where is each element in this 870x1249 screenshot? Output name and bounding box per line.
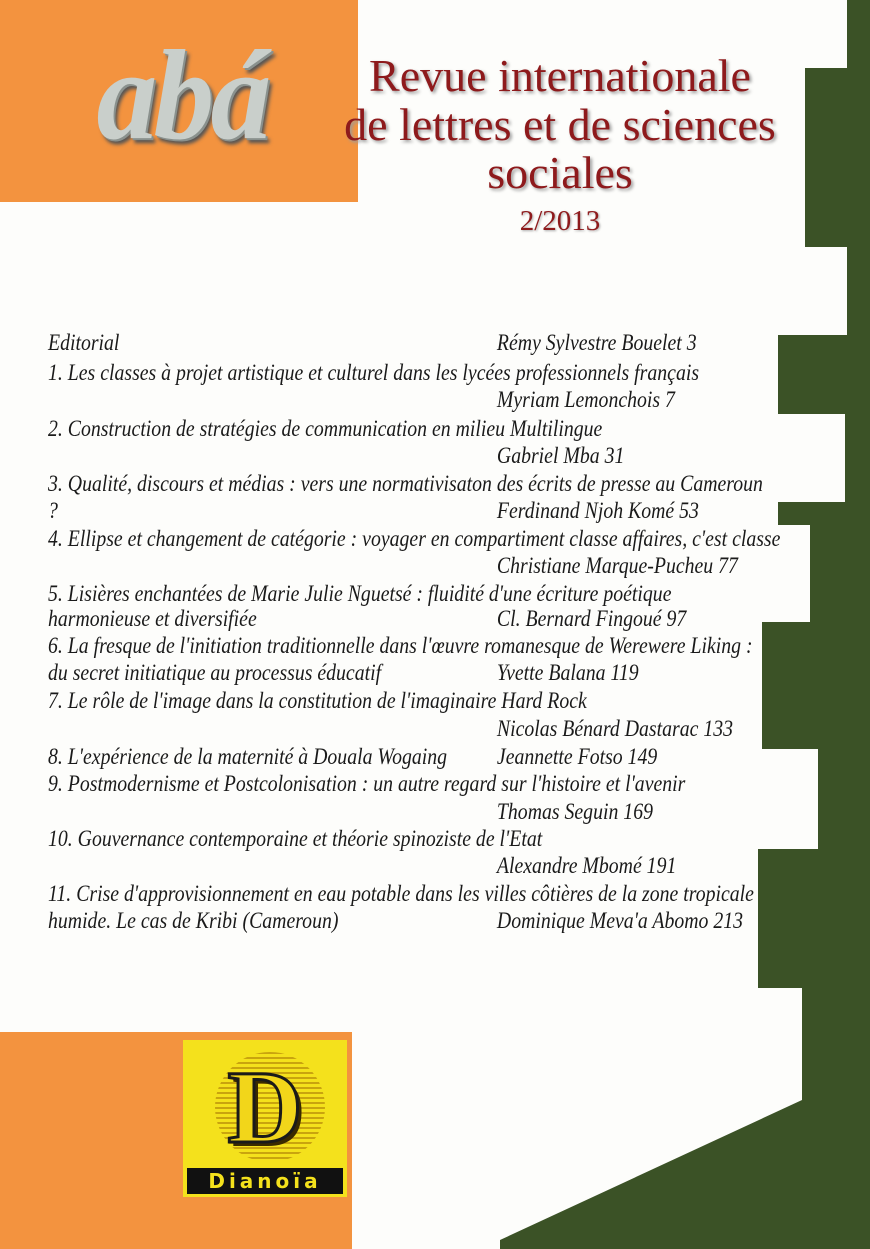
publisher-logo: [183, 1040, 347, 1197]
toc-title: 6. La fresque de l'initiation traditionnelle dans l'œuvre romanesque de Werewere Liking :: [48, 633, 753, 658]
toc-author-page: Dominique Meva'a Abomo 213: [496, 908, 744, 933]
publisher-name: Dianoïa: [187, 1168, 343, 1194]
toc-author-page: Thomas Seguin 169: [496, 799, 653, 824]
journal-logo: abá: [96, 24, 268, 166]
toc-title: du secret initiatique au processus éducatif: [48, 660, 382, 685]
toc-author-page: Yvette Balana 119: [496, 660, 639, 685]
toc-author-page: Ferdinand Njoh Komé 53: [496, 498, 699, 523]
journal-title-line-1: Revue internationale: [369, 50, 751, 101]
toc-author-page: Myriam Lemonchois 7: [496, 387, 675, 412]
toc-author-page: Cl. Bernard Fingoué 97: [496, 606, 687, 631]
journal-title-line-3: sociales: [487, 147, 633, 198]
toc-author-page: Rémy Sylvestre Bouelet 3: [496, 330, 697, 355]
toc-title: 7. Le rôle de l'image dans la constitution de l'imaginaire Hard Rock: [48, 688, 587, 713]
toc-title: 10. Gouvernance contemporaine et théorie spinoziste de l'Etat: [48, 826, 543, 851]
toc-author-page: Alexandre Mbomé 191: [496, 853, 677, 878]
toc-title: harmonieuse et diversifiée: [48, 606, 257, 631]
journal-title-line-2: de lettres et de sciences: [344, 99, 776, 150]
toc-title: 1. Les classes à projet artistique et culturel dans les lycées professionnels français: [48, 360, 700, 385]
toc-title: 2. Construction de stratégies de communication en milieu Multilingue: [48, 416, 603, 441]
toc-title: humide. Le cas de Kribi (Cameroun): [48, 908, 339, 933]
issue-number: 2/2013: [519, 205, 601, 237]
toc-title: 4. Ellipse et changement de catégorie : voyager en compartiment classe affaires, c'est classe: [48, 526, 781, 551]
toc-title: 5. Lisières enchantées de Marie Julie Nguetsé : fluidité d'une écriture poétique: [48, 581, 672, 606]
toc-title: 8. L'expérience de la maternité à Douala Wogaing: [48, 744, 448, 769]
toc-author-page: Christiane Marque-Pucheu 77: [496, 553, 738, 578]
toc-author-page: Gabriel Mba 31: [496, 443, 625, 468]
toc-title: ?: [48, 498, 58, 523]
toc-title: 3. Qualité, discours et médias : vers une normativisaton des écrits de presse au Cameroun: [48, 471, 763, 496]
toc-title: 11. Crise d'approvisionnement en eau potable dans les villes côtières de la zone tropicale: [48, 881, 754, 906]
toc-author-page: Jeannette Fotso 149: [496, 744, 658, 769]
toc-author-page: Nicolas Bénard Dastarac 133: [496, 716, 733, 741]
toc-title: Editorial: [48, 330, 120, 355]
publisher-letter: D: [227, 1050, 303, 1165]
toc-title: 9. Postmodernisme et Postcolonisation : un autre regard sur l'histoire et l'avenir: [48, 771, 686, 796]
